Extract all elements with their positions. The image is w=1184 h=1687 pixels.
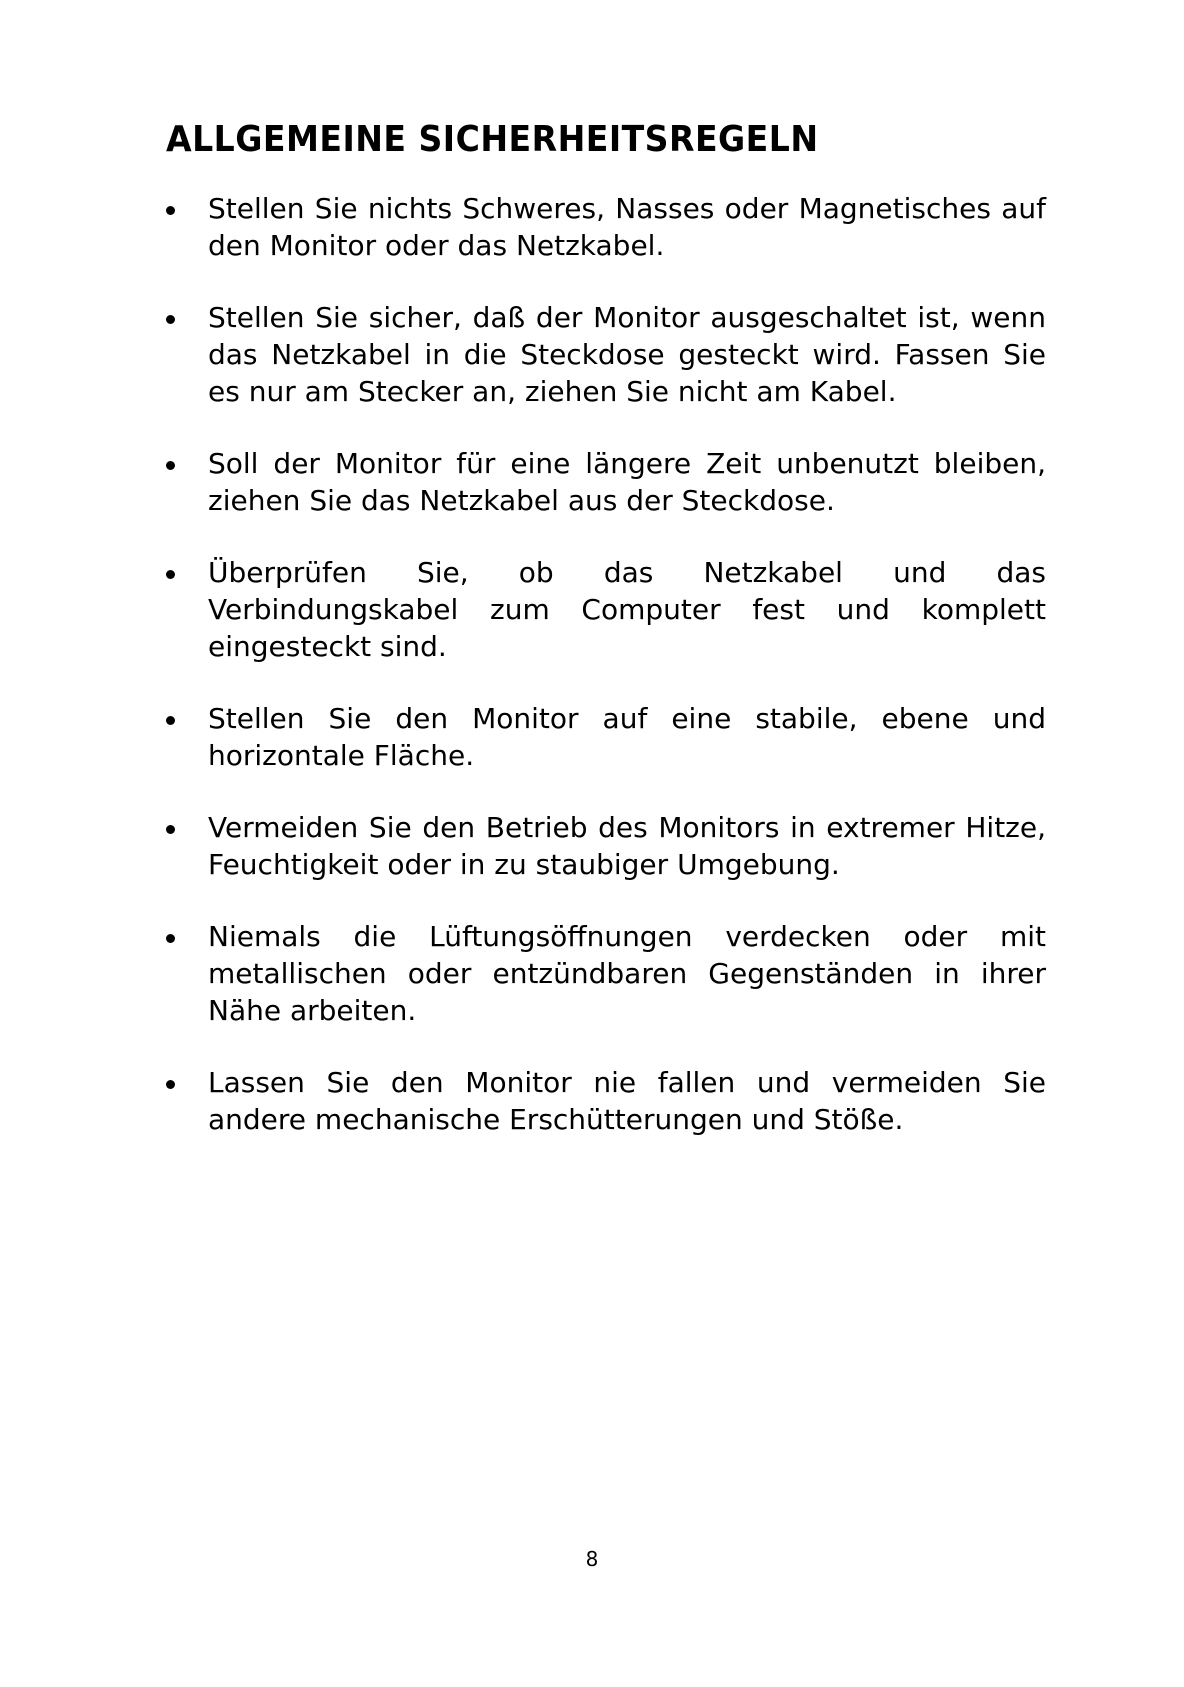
bullet-icon — [166, 825, 175, 834]
rule-text: Stellen Sie den Monitor auf eine stabile, ebene und horizontale Fläche. — [208, 702, 1046, 772]
list-item — [166, 700, 1046, 774]
page-number: 8 — [585, 1547, 599, 1571]
page-title: ALLGEMEINE SICHERHEITSREGELN — [166, 119, 819, 160]
list-item — [166, 809, 1046, 883]
rule-text: Überprüfen Sie, ob das Netzkabel und das Verbindungskabel zum Computer fest und komplett eingesteckt sind. — [208, 556, 1046, 663]
bullet-icon — [166, 570, 175, 579]
rule-text: Stellen Sie sicher, daß der Monitor ausgeschaltet ist, wenn das Netzkabel in die Steckdose gesteckt wird. Fassen Sie es nur am Stecker an, ziehen Sie nicht am Kabel. — [208, 301, 1046, 408]
list-item — [166, 445, 1046, 519]
rule-text: Niemals die Lüftungsöffnungen verdecken oder mit metallischen oder entzündbaren Gegenständen in ihrer Nähe arbeiten. — [208, 920, 1046, 1027]
list-item — [166, 299, 1046, 410]
bullet-icon — [166, 1080, 175, 1089]
list-item — [166, 190, 1046, 264]
rule-text: Lassen Sie den Monitor nie fallen und vermeiden Sie andere mechanische Erschütterungen und Stöße. — [208, 1066, 1046, 1136]
bullet-icon — [166, 315, 175, 324]
bullet-icon — [166, 716, 175, 725]
rule-text: Vermeiden Sie den Betrieb des Monitors in extremer Hitze, Feuchtigkeit oder in zu staubiger Umgebung. — [208, 811, 1046, 881]
bullet-icon — [166, 206, 175, 215]
list-item — [166, 1064, 1046, 1138]
bullet-icon — [166, 934, 175, 943]
rule-text: Stellen Sie nichts Schweres, Nasses oder Magnetisches auf den Monitor oder das Netzkabel. — [208, 192, 1046, 262]
bullet-icon — [166, 461, 175, 470]
list-item — [166, 918, 1046, 1029]
list-item — [166, 554, 1046, 665]
rule-text: Soll der Monitor für eine längere Zeit unbenutzt bleiben, ziehen Sie das Netzkabel aus der Steckdose. — [208, 447, 1046, 517]
safety-rules-list — [166, 190, 1046, 1173]
